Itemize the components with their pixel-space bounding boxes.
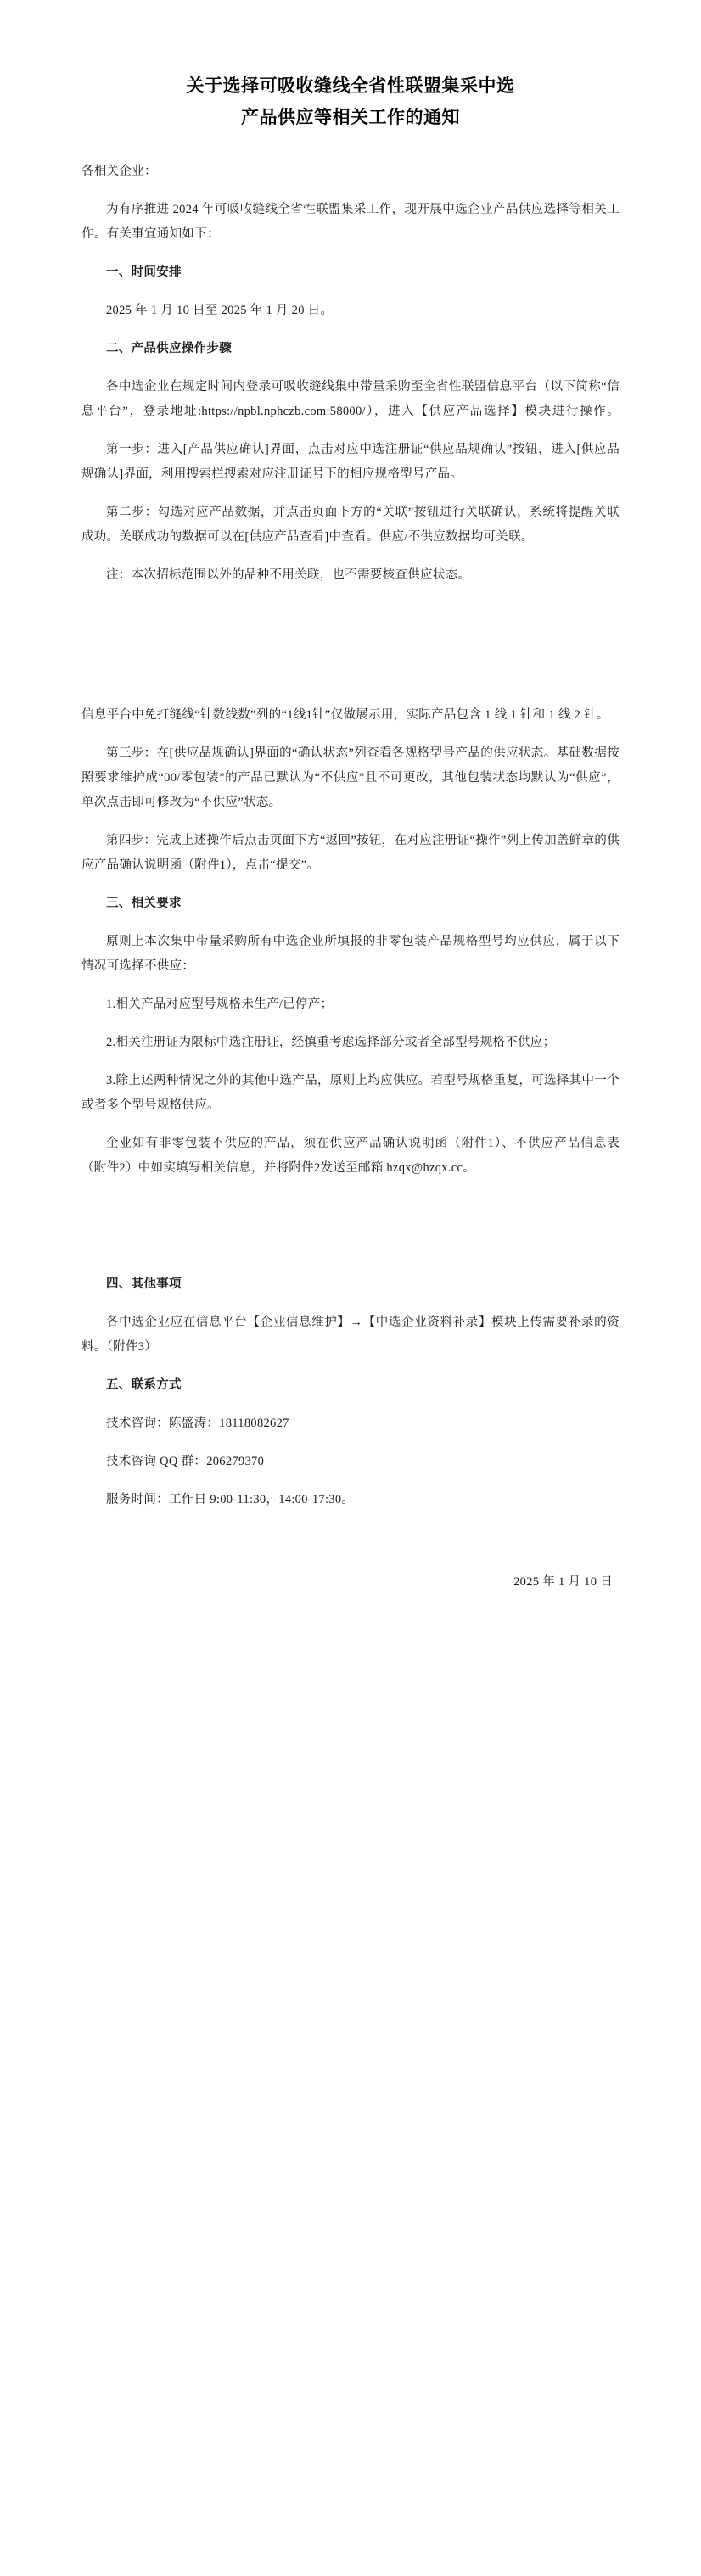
section-3-paragraph-4: 3.除上述两种情况之外的其他中选产品，原则上均应供应。若型号规格重复，可选择其中一个或者多个型号规格供应。 bbox=[81, 1073, 620, 1112]
section-heading-3: 三、相关要求 bbox=[106, 896, 182, 910]
section-4-paragraph-1: 各中选企业应在信息平台【企业信息维护】→【中选企业资料补录】模块上传需要补录的资料。（附件3） bbox=[81, 1315, 620, 1354]
page-title-line-1: 关于选择可吸收缝线全省性联盟集采中选 bbox=[186, 76, 515, 96]
document-date: 2025 年 1 月 10 日 bbox=[513, 1574, 613, 1589]
intro-paragraph: 为有序推进 2024 年可吸收缝线全省性联盟集采工作，现开展中选企业产品供应选择等相关工作。有关事宜通知如下： bbox=[81, 202, 620, 241]
section-1-paragraph-1: 2025 年 1 月 10 日至 2025 年 1 月 20 日。 bbox=[106, 303, 334, 317]
section-heading-1: 一、时间安排 bbox=[106, 265, 182, 279]
salutation: 各相关企业： bbox=[81, 164, 157, 178]
section-3-paragraph-3: 2.相关注册证为限标中选注册证，经慎重考虑选择部分或者全部型号规格不供应； bbox=[106, 1035, 556, 1049]
section-5-paragraph-3: 服务时间：工作日 9:00-11:30，14:00-17:30。 bbox=[106, 1492, 355, 1506]
section-3-paragraph-2: 1.相关产品对应型号规格未生产/已停产； bbox=[106, 997, 334, 1011]
section-heading-5: 五、联系方式 bbox=[106, 1377, 182, 1392]
section-2-paragraph-3: 第二步：勾选对应产品数据，并点击页面下方的“关联”按钮进行关联确认，系统将提醒关联成功。关联成功的数据可以在[供应产品查看]中查看。供应/不供应数据均可关联。 bbox=[81, 505, 620, 544]
section-2-paragraph-7: 第四步：完成上述操作后点击页面下方“返回”按钮，在对应注册证“操作”列上传加盖鲜章的供应产品确认说明函（附件1），点击“提交”。 bbox=[81, 833, 620, 872]
section-2-paragraph-6: 第三步：在[供应品规确认]界面的“确认状态”列查看各规格型号产品的供应状态。基础数据按照要求维护成“00/零包装”的产品已默认为“不供应”且不可更改，其他包装状态均默认为“供应”，单次点击即可修改为“不供应”状态。 bbox=[81, 746, 620, 809]
page-title bbox=[81, 71, 620, 134]
section-2-paragraph-5: 信息平台中免打缝线“针数线数”列的“1线1针”仅做展示用，实际产品包含 1 线 1 针和 1 线 2 针。 bbox=[81, 707, 609, 722]
section-heading-2: 二、产品供应操作步骤 bbox=[106, 341, 232, 355]
section-3-paragraph-5: 企业如有非零包装不供应的产品，须在供应产品确认说明函（附件1）、不供应产品信息表（附件2）中如实填写相关信息，并将附件2发送至邮箱 hzqx@hzqx.cc。 bbox=[81, 1136, 620, 1175]
section-5-paragraph-1: 技术咨询：陈盛涛：18118082627 bbox=[106, 1416, 289, 1430]
content-gap-2 bbox=[81, 1194, 620, 1272]
section-3-paragraph-1: 原则上本次集中带量采购所有中选企业所填报的非零包装产品规格型号均应供应，属于以下情况可选择不供应： bbox=[81, 934, 620, 973]
section-heading-4: 四、其他事项 bbox=[106, 1277, 182, 1291]
page-title-line-2: 产品供应等相关工作的通知 bbox=[241, 107, 460, 127]
section-5-paragraph-2: 技术咨询 QQ 群：206279370 bbox=[106, 1454, 265, 1468]
section-2-paragraph-4: 注：本次招标范围以外的品种不用关联，也不需要核查供应状态。 bbox=[106, 567, 471, 582]
section-2-paragraph-2: 第一步：进入[产品供应确认]界面，点击对应中选注册证“供应品规确认”按钮，进入[供应品规确认]界面，利用搜索栏搜索对应注册证号下的相应规格型号产品。 bbox=[81, 442, 620, 481]
section-2-paragraph-1: 各中选企业在规定时间内登录可吸收缝线集中带量采购至全省性联盟信息平台（以下简称“信息平台”，登录地址:https://npbl.nphczb.com:58000/），进入【供应产品选择】模块进行操作。 bbox=[81, 379, 620, 418]
content-gap-1 bbox=[81, 601, 620, 703]
